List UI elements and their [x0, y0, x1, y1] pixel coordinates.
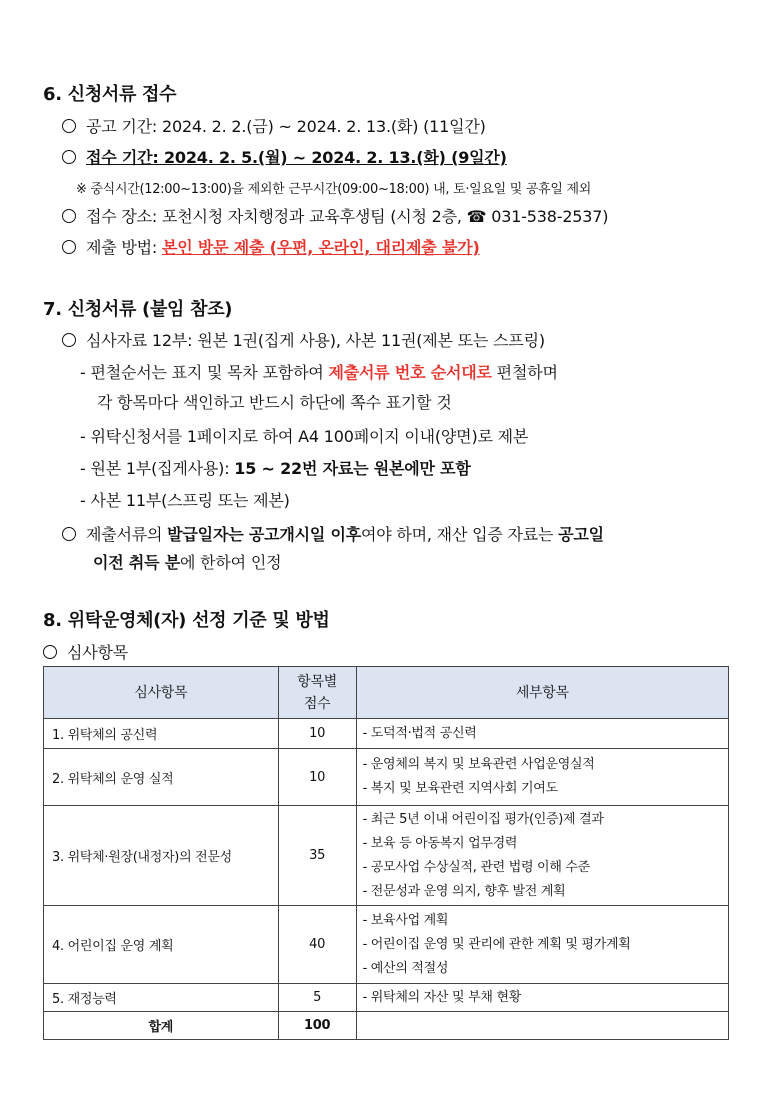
circle-bullet-icon — [62, 209, 76, 223]
duplicate-copies: - 사본 11부(스프링 또는 제본) — [80, 491, 290, 510]
row-score: 40 — [278, 906, 356, 984]
circle-bullet-icon — [62, 240, 76, 254]
row-item: 3. 위탁체·원장(내정자)의 전문성 — [44, 806, 279, 906]
binding-order-line2: 각 항목마다 색인하고 반드시 하단에 쪽수 표기할 것 — [97, 393, 452, 412]
section8-title: 8. 위탁운영체(자) 선정 기준 및 방법 — [43, 610, 330, 631]
criteria-table — [43, 666, 729, 1040]
row-details: - 운영체의 복지 및 보육관련 사업운영실적 - 복지 및 보육관련 지역사회 기여도 — [356, 749, 728, 806]
table-row — [44, 984, 729, 1012]
row-item: 5. 재정능력 — [44, 984, 279, 1012]
circle-bullet-icon — [62, 150, 76, 164]
row-details: - 위탁체의 자산 및 부채 현황 — [356, 984, 728, 1012]
original-copy: - 원본 1부(집게사용): 15 ~ 22번 자료는 원본에만 포함 — [80, 459, 471, 478]
row-score: 5 — [278, 984, 356, 1012]
table-row — [44, 806, 729, 906]
receipt-note: ※ 중식시간(12:00~13:00)을 제외한 근무시간(09:00~18:00) 내, 토·일요일 및 공휴일 제외 — [76, 182, 591, 197]
row-item: 4. 어린이집 운영 계획 — [44, 906, 279, 984]
row-item: 2. 위탁체의 운영 실적 — [44, 749, 279, 806]
circle-bullet-icon — [62, 527, 76, 541]
total-label: 합계 — [44, 1012, 279, 1040]
circle-bullet-icon — [62, 119, 76, 133]
row-item: 1. 위탁체의 공신력 — [44, 719, 279, 749]
criteria-subtitle: 심사항목 — [43, 640, 128, 663]
row-score: 35 — [278, 806, 356, 906]
row-score: 10 — [278, 749, 356, 806]
table-header-row — [44, 667, 729, 719]
table-total-row — [44, 1012, 729, 1040]
receipt-period: 접수 기간: 2024. 2. 5.(월) ~ 2024. 2. 13.(화) (9일간) — [62, 145, 507, 168]
issue-date-rule: 제출서류의 발급일자는 공고개시일 이후여야 하며, 재산 입증 자료는 공고일 — [62, 522, 604, 545]
header-item: 심사항목 — [44, 667, 279, 719]
row-details: - 최근 5년 이내 어린이집 평가(인증)제 결과 - 보육 등 아동복지 업무경력 - 공모사업 수상실적, 관련 법령 이해 수준 - 전문성과 운영 의지, 향후 발전 계획 — [356, 806, 728, 906]
table-row — [44, 906, 729, 984]
row-details: - 도덕적·법적 공신력 — [356, 719, 728, 749]
circle-bullet-icon — [43, 645, 57, 659]
application-binding: - 위탁신청서를 1페이지로 하여 A4 100페이지 이내(양면)로 제본 — [80, 427, 529, 446]
total-detail-empty — [356, 1012, 728, 1040]
binding-order: - 편철순서는 표지 및 목차 포함하여 제출서류 번호 순서대로 편철하며 — [80, 363, 558, 382]
notice-period: 공고 기간: 2024. 2. 2.(금) ~ 2024. 2. 13.(화) (11일간) — [62, 114, 486, 137]
section7-title: 7. 신청서류 (붙임 참조) — [43, 299, 233, 320]
total-score: 100 — [278, 1012, 356, 1040]
table-row — [44, 719, 729, 749]
issue-date-rule-line2: 이전 취득 분에 한하여 인정 — [93, 553, 282, 572]
review-materials: 심사자료 12부: 원본 1권(집게 사용), 사본 11권(제본 또는 스프링) — [62, 328, 545, 351]
row-details: - 보육사업 계획 - 어린이집 운영 및 관리에 관한 계획 및 평가계획 - 예산의 적절성 — [356, 906, 728, 984]
submission-method: 제출 방법: 본인 방문 제출 (우편, 온라인, 대리제출 불가) — [62, 235, 480, 258]
receipt-place: 접수 장소: 포천시청 자치행정과 교육후생팀 (시청 2층, ☎ 031-538-2537) — [62, 204, 608, 227]
circle-bullet-icon — [62, 333, 76, 347]
header-detail: 세부항목 — [356, 667, 728, 719]
row-score: 10 — [278, 719, 356, 749]
header-score: 항목별 점수 — [278, 667, 356, 719]
table-row — [44, 749, 729, 806]
section6-title: 6. 신청서류 접수 — [43, 84, 177, 105]
